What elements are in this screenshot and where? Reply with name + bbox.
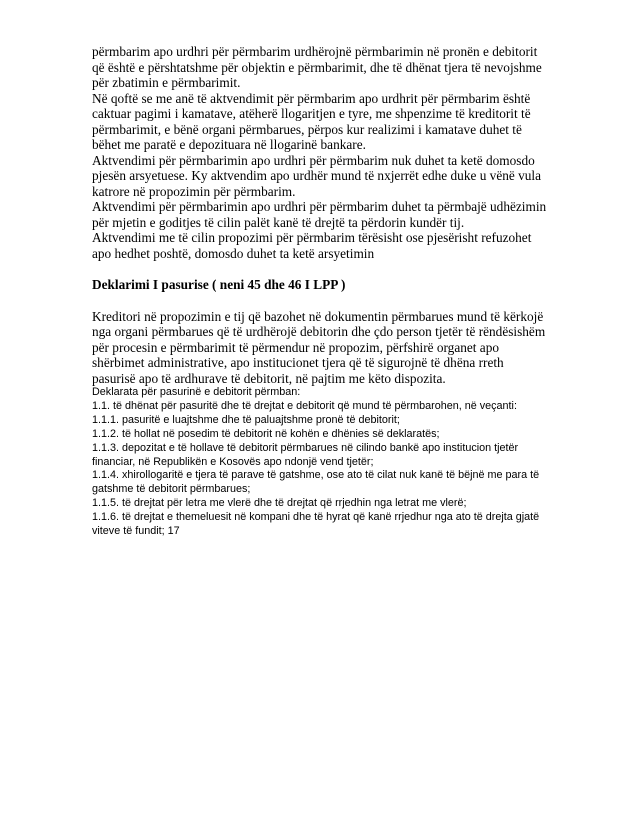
intro-paragraph: Aktvendimi për përmbarimin apo urdhri për përmbarim duhet ta përmbajë udhëzimin për mjetin e goditjes të cilin palët kanë të drejtë ta përdorin kundër tij. (92, 199, 547, 230)
list-item: 1.1.5. të drejtat për letra me vlerë dhe të drejtat që rrjedhin nga letrat me vlerë; (92, 497, 467, 510)
list-item: 1.1.2. të hollat në posedim të debitorit në kohën e dhënies së deklaratës; (92, 427, 440, 440)
list-item: 1.1. të dhënat për pasuritë dhe të drejtat e debitorit që mund të përmbarohen, në veçanti: (92, 399, 517, 412)
list-item: 1.1.4. xhirollogaritë e tjera të parave të gatshme, ose ato të cilat nuk kanë të bëjnë me para të gatshme të debitorit përmbarues; (92, 469, 540, 496)
intro-text (92, 44, 548, 261)
section-heading: Deklarimi I pasurise ( neni 45 dhe 46 I LPP ) (92, 277, 346, 292)
list-item: 1.1.6. të drejtat e themeluesit në kompani dhe të hyrat që kanë rrjedhur nga ato të drejta gjatë viteve të fundit; 17 (92, 511, 540, 538)
intro-paragraph: Aktvendimi me të cilin propozimi për përmbarim tërësisht ose pjesërisht refuzohet apo hedhet poshtë, domosdo duhet ta ketë arsyetimin (92, 230, 532, 261)
intro-paragraph: Aktvendimi për përmbarimin apo urdhri për përmbarim nuk duhet ta ketë domosdo pjesën arsyetuese. Ky aktvendim apo urdhër mund të nxjerrët edhe duke u vënë vula katrore në propozimin për përmbarim. (92, 152, 541, 199)
declaration-list (92, 386, 548, 539)
section-body (92, 309, 548, 387)
intro-paragraph: përmbarim apo urdhri për përmbarim urdhërojnë përmbarimin në pronën e debitorit që është e përshtatshme për objektin e përmbarimit, dhe të dhënat tjera të nevojshme për zbatimin e përmbarimit. (92, 44, 542, 90)
list-item: 1.1.3. depozitat e të hollave të debitorit përmbarues në cilindo bankë apo institucion tjetër financiar, në Republikën e Kosovës apo ndonjë vend tjetër; (92, 441, 519, 468)
section-paragraph: Kreditori në propozimin e tij që bazohet në dokumentin përmbarues mund të kërkojë nga organi përmbarues që të urdhërojë debitorin dhe çdo person tjetër të rëndësishëm për procesin e përmbarimit të përmendur në propozim, përfshirë organet apo shërbimet administrative, apo institucionet tjera që të sigurojnë të dhëna rreth pasurisë apo të ardhurave të debitorit, në pajtim me këto dispozita. (92, 308, 546, 386)
intro-paragraph: Në qoftë se me anë të aktvendimit për përmbarim apo urdhrit për përmbarim është caktuar pagimi i kamatave, atëherë llogaritjen e tyre, me shpenzime të kreditorit të përmbarimit, e bënë organi përmbarues, përpos kur realizimi i kamatave duhet të bëhet me paratë e depozituara në llogarinë bankare. (92, 90, 531, 152)
list-item: 1.1.1. pasuritë e luajtshme dhe të paluajtshme pronë të debitorit; (92, 413, 400, 426)
list-item: Deklarata për pasurinë e debitorit përmban: (92, 386, 301, 398)
